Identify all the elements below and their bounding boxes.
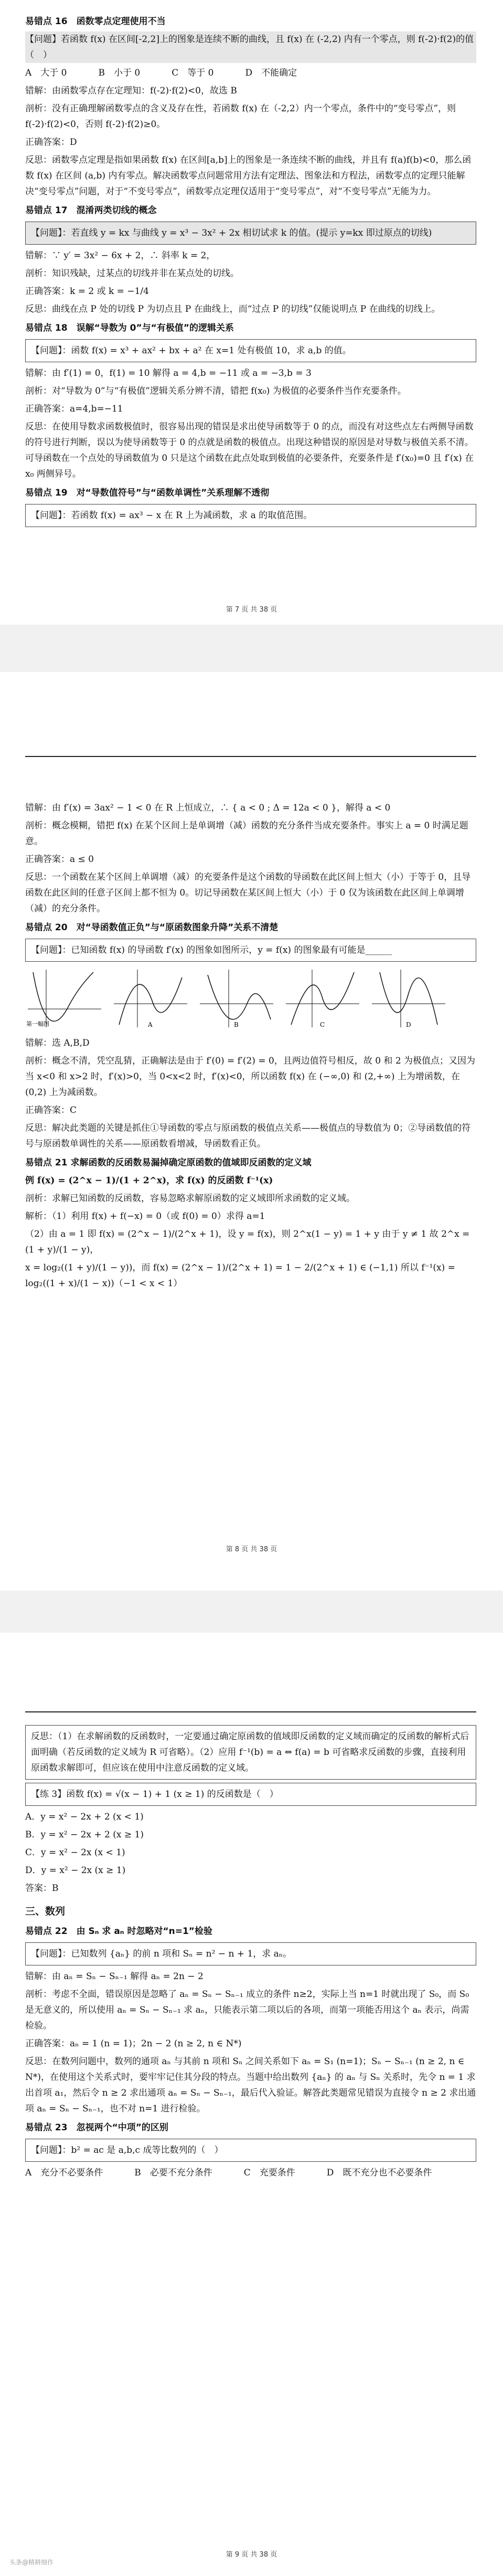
- e21-analysis: 剖析：求解已知函数的反函数，容易忽略求解原函数的定义域即所求函数的定义域。: [25, 1193, 355, 1204]
- practice-3-option-d: D．y = x² − 2x (x ≥ 1): [25, 1865, 126, 1876]
- e20-wrong: 错解：选 A,B,D: [25, 1038, 90, 1048]
- e16-analysis: 剖析：没有正确理解函数零点的含义及存在性，若函数 f(x) 在（-2,2）内一个零点，条件中的“变号零点”，则 f(-2)·f(2)<0，否则 f(-2)·f(2)≥0。: [25, 103, 456, 130]
- page-7: [0, 0, 503, 625]
- page-gap: [0, 625, 503, 672]
- e21-solution-2: （2）由 a = 1 即 f(x) = (2^x − 1)/(2^x + 1)，设 y = f(x)，则 2^x(1 − y) = 1 + y 由于 y ≠ 1 故 2^x = (1 + y)/(1 − y)，: [25, 1229, 470, 1255]
- e20-graph-c: [283, 967, 362, 1030]
- e20-graph-d: [369, 967, 448, 1030]
- e19-wrong: 错解：由 f′(x) = 3ax² − 1 < 0 在 R 上恒成立，∴ { a < 0 ; Δ = 12a < 0 }，解得 a < 0: [25, 803, 391, 813]
- e20-graphs: [25, 967, 476, 1030]
- e20-reflect: 反思：解决此类题的关键是抓住①导函数的零点与原函数的极值点关系——极值点的导数值为 0；②导函数值的符号与原函数单调性的关系——原函数看增减，导函数看正负。: [25, 1123, 471, 1149]
- e17-reflect: 反思：曲线在点 P 处的切线 P 为切点且 P 在曲线上，而“过点 P 的切线”仅能说明点 P 在曲线的切线上。: [25, 304, 441, 314]
- e20-graph-label-c: C: [320, 1021, 325, 1028]
- e17-title: 易错点 17 混淆两类切线的概念: [25, 205, 157, 216]
- e18-answer: 正确答案：a=4,b=−11: [25, 404, 123, 414]
- practice-3-question: 【练 3】函数 f(x) = √(x − 1) + 1 (x ≥ 1) 的反函数是（ ）: [25, 1783, 476, 1806]
- e21-solution-1: 解析：（1）利用 f(x) + f(−x) = 0（或 f(0) = 0）求得 a=1: [25, 1211, 265, 1222]
- e16-option-c: C 等于 0: [172, 68, 214, 78]
- page-8-footer: 第 8 页 共 38 页: [226, 1545, 277, 1553]
- e19-reflect: 反思：一个函数在某个区间上单调增（减）的充要条件是这个函数的导函数在此区间上恒大（小）于等于 0，且导函数在此区间的任意子区间上都不恒为 0。切记导函数在某区间上恒大（小）于 0 仅为该函数在此区间上单调增（减）的充分条件。: [25, 872, 471, 914]
- e22-reflect: 反思：在数列问题中，数列的通项 aₙ 与其前 n 项和 Sₙ 之间关系如下 aₙ = S₁ (n=1)；Sₙ − Sₙ₋₁ (n ≥ 2, n ∈ N*)，在使用这个关系式时，要牢牢记住其分段的特点。当题中给出数列 {aₙ} 的 aₙ 与 Sₙ 关系时，先令 n = 1 求出首项 a₁，然后令 n ≥ 2 求出通项 aₙ = Sₙ − Sₙ₋₁，最后代入验证。解答此类题常见错误为直接令 n ≥ 2 求出通项 aₙ = Sₙ − Sₙ₋₁，也不对 n=1 进行检验。: [25, 2056, 476, 2114]
- e19-analysis: 剖析：概念模糊，错把 f(x) 在某个区间上是单调增（减）函数的充分条件当成充要条件。事实上 a = 0 时满足题意。: [25, 821, 468, 847]
- e17-question: 【问题】：若直线 y = kx 与曲线 y = x³ − 3x² + 2x 相切试求 k 的值。(提示 y=kx 即过原点的切线): [25, 222, 476, 245]
- e21-reflect-box: 反思：（1）在求解函数的反函数时，一定要通过确定原函数的值域即反函数的定义域而确定的反函数的解析式后面明确（若反函数的定义域为 R 可省略）。（2）应用 f⁻¹(b) = a ⇔ f(a) = b 可省略求反函数的步骤，直接利用原函数求解即可，但应该在使用中注意反函数的定义域。: [25, 1725, 476, 1780]
- e20-title: 易错点 20 对“导函数值正负”与“原函数图象升降”关系不清楚: [25, 922, 279, 933]
- e22-answer: 正确答案：aₙ = 1 (n = 1)；2n − 2 (n ≥ 2, n ∈ N*): [25, 2038, 242, 2049]
- e18-title: 易错点 18 误解“导数为 0”与“有极值”的逻辑关系: [25, 323, 234, 333]
- e16-question: 【问题】若函数 f(x) 在区间[-2,2]上的图象是连续不断的曲线，且 f(x) 在 (-2,2) 内有一个零点，则 f(-2)·f(2)的值（ ）: [25, 31, 476, 63]
- e22-analysis: 剖析：考虑不全面，错误原因是忽略了 aₙ = Sₙ − Sₙ₋₁ 成立的条件 n≥2，实际上当 n=1 时就出现了 S₀，而 S₀ 是无意义的，所以使用 aₙ = Sₙ − Sₙ₋₁ 求 aₙ，只能表示第二项以后的各项，而第一项能否用这个 aₙ 表示，尚需检验。: [25, 1989, 469, 2031]
- page-8: [0, 672, 503, 1591]
- page-9: [0, 1633, 503, 2576]
- page-7-content: [25, 10, 476, 530]
- e23-option-c: C 充要条件: [243, 2168, 295, 2178]
- page-9-content: [25, 1722, 476, 2181]
- practice-3-option-c: C．y = x² − 2x (x < 1): [25, 1847, 125, 1858]
- e21-question: 例 f(x) = (2^x − 1)/(1 + 2^x)，求 f(x) 的反函数 f⁻¹(x): [25, 1175, 273, 1186]
- e21-solution-3: x = log₂((1 + y)/(1 − y))，而 f(x) = (2^x − 1)/(2^x + 1) = 1 − 2/(2^x + 1) ∈ (−1,1) 所以 f⁻¹(x) = log₂((1 + x)/(1 − x))（−1 < x < 1）: [25, 1263, 455, 1289]
- e20-graph-a: [111, 967, 190, 1030]
- page-gap-2: [0, 1591, 503, 1633]
- e20-graph-label-0: 第一幅图: [26, 1021, 49, 1027]
- e18-wrong: 错解：由 f′(1) = 0，f(1) = 10 解得 a = 4,b = −11 或 a = −3,b = 3: [25, 368, 312, 378]
- practice-3-option-b: B．y = x² − 2x + 2 (x ≥ 1): [25, 1830, 144, 1840]
- e16-options: [25, 65, 476, 81]
- e16-answer: 正确答案：D: [25, 137, 77, 148]
- e16-option-d: D 不能确定: [245, 68, 297, 78]
- e21-title: 易错点 21 求解函数的反函数易漏掉确定原函数的值域即反函数的定义域: [25, 1158, 312, 1168]
- e19-title: 易错点 19 对“导数值符号”与“函数单调性”关系理解不透彻: [25, 488, 270, 498]
- e16-option-b: B 小于 0: [98, 68, 141, 78]
- practice-3-answer: 答案：B: [25, 1883, 59, 1894]
- e20-graph-b: [197, 967, 276, 1030]
- e18-question: 【问题】：函数 f(x) = x³ + ax² + bx + a² 在 x=1 处有极值 10，求 a,b 的值。: [25, 339, 476, 362]
- e20-graph-label-b: B: [234, 1021, 239, 1028]
- page-9-top-rule: [25, 1711, 476, 1712]
- e20-answer: 正确答案：C: [25, 1105, 77, 1116]
- e23-options: [25, 2165, 476, 2181]
- e16-wrong: 错解：由函数零点存在定理知：f(-2)·f(2)<0，故选 B: [25, 86, 237, 96]
- e20-graph-derivative: [25, 967, 104, 1030]
- e23-question: 【问题】：b² = ac 是 a,b,c 成等比数列的（ ）: [25, 2139, 476, 2162]
- e19-answer: 正确答案：a ≤ 0: [25, 854, 94, 865]
- e18-reflect: 反思：在使用导数求函数极值时，很容易出现的错误是求出使导函数等于 0 的点，而没有对这些点左右两侧导函数的符号进行判断，误以为使导函数等于 0 的点就是函数的极值点。出现这种错误的原因是对导数与极值关系不清。可导函数在一个点处的导函数值为 0 只是这个函数在此点处取到极值的必要条件，充要条件是 f′(x₀)=0 且 f′(x) 在 x₀ 两侧异号。: [25, 422, 474, 479]
- e23-title: 易错点 23 忽视两个“中项”的区别: [25, 2122, 168, 2133]
- e17-answer: 正确答案：k = 2 或 k = −1/4: [25, 286, 149, 297]
- e23-option-b: B 必要不充分条件: [134, 2168, 212, 2178]
- e16-title: 易错点 16 函数零点定理使用不当: [25, 16, 166, 27]
- page-9-footer: 第 9 页 共 38 页: [226, 2551, 277, 2559]
- e17-analysis: 剖析：知识残缺，过某点的切线并非在某点处的切线。: [25, 268, 239, 279]
- section-title: 三、数列: [25, 1906, 66, 1917]
- e17-wrong: 错解：∵ y′ = 3x² − 6x + 2，∴ 斜率 k = 2，: [25, 250, 216, 261]
- practice-3-option-a: A．y = x² − 2x + 2 (x < 1): [25, 1812, 144, 1822]
- e16-option-a: A 大于 0: [25, 68, 67, 78]
- page-8-top-rule: [25, 756, 476, 757]
- e22-question: 【问题】：已知数列 {aₙ} 的前 n 项和 Sₙ = n² − n + 1，求 aₙ。: [25, 1942, 476, 1965]
- e22-wrong: 错解：由 aₙ = Sₙ − Sₙ₋₁ 解得 aₙ = 2n − 2: [25, 1971, 204, 1982]
- e20-question: 【问题】：已知函数 f(x) 的导函数 f′(x) 的图象如图所示，y = f(x) 的图象最有可能是______: [25, 939, 476, 962]
- page-7-footer: 第 7 页 共 38 页: [226, 606, 277, 614]
- e20-graph-label-d: D: [406, 1021, 411, 1028]
- e23-option-d: D 既不充分也不必要条件: [326, 2168, 432, 2178]
- e18-analysis: 剖析：对“导数为 0”与“有极值”逻辑关系分辨不清，错把 f(x₀) 为极值的必要条件当作充要条件。: [25, 386, 406, 396]
- e19-question: 【问题】：若函数 f(x) = ax³ − x 在 R 上为减函数，求 a 的取值范围。: [25, 504, 476, 527]
- e22-title: 易错点 22 由 Sₙ 求 aₙ 时忽略对“n=1”检验: [25, 1926, 212, 1937]
- e23-option-a: A 充分不必要条件: [25, 2168, 103, 2178]
- page-8-content: [25, 798, 476, 1294]
- e20-graph-label-a: A: [148, 1021, 153, 1028]
- e20-analysis: 剖析：概念不清，凭空乱猜，正确解法是由于 f′(0) = f′(2) = 0，且两边值符号相反，故 0 和 2 为极值点；又因为当 x<0 和 x>2 时，f′(x)>0，当 0<x<2 时，f′(x)<0，所以函数 f(x) 在 (−∞,0) 和 (2,+∞) 上为增函数，在 (0,2) 上为减函数。: [25, 1056, 476, 1098]
- watermark: 头条@精耕细作: [9, 2559, 54, 2566]
- e16-reflect: 反思：函数零点定理是指如果函数 f(x) 在区间[a,b]上的图象是一条连续不断的曲线，并且有 f(a)f(b)<0，那么函数 f(x) 在区间 (a,b) 内有零点。解决函数零点问题常用方法有定理法、图象法和方程法，函数零点的定理只能解决“变号零点”问题，对于“不变号零点”，函数零点定理仅适用于“变号零点”，对“不变号零点”无能为力。: [25, 155, 472, 197]
